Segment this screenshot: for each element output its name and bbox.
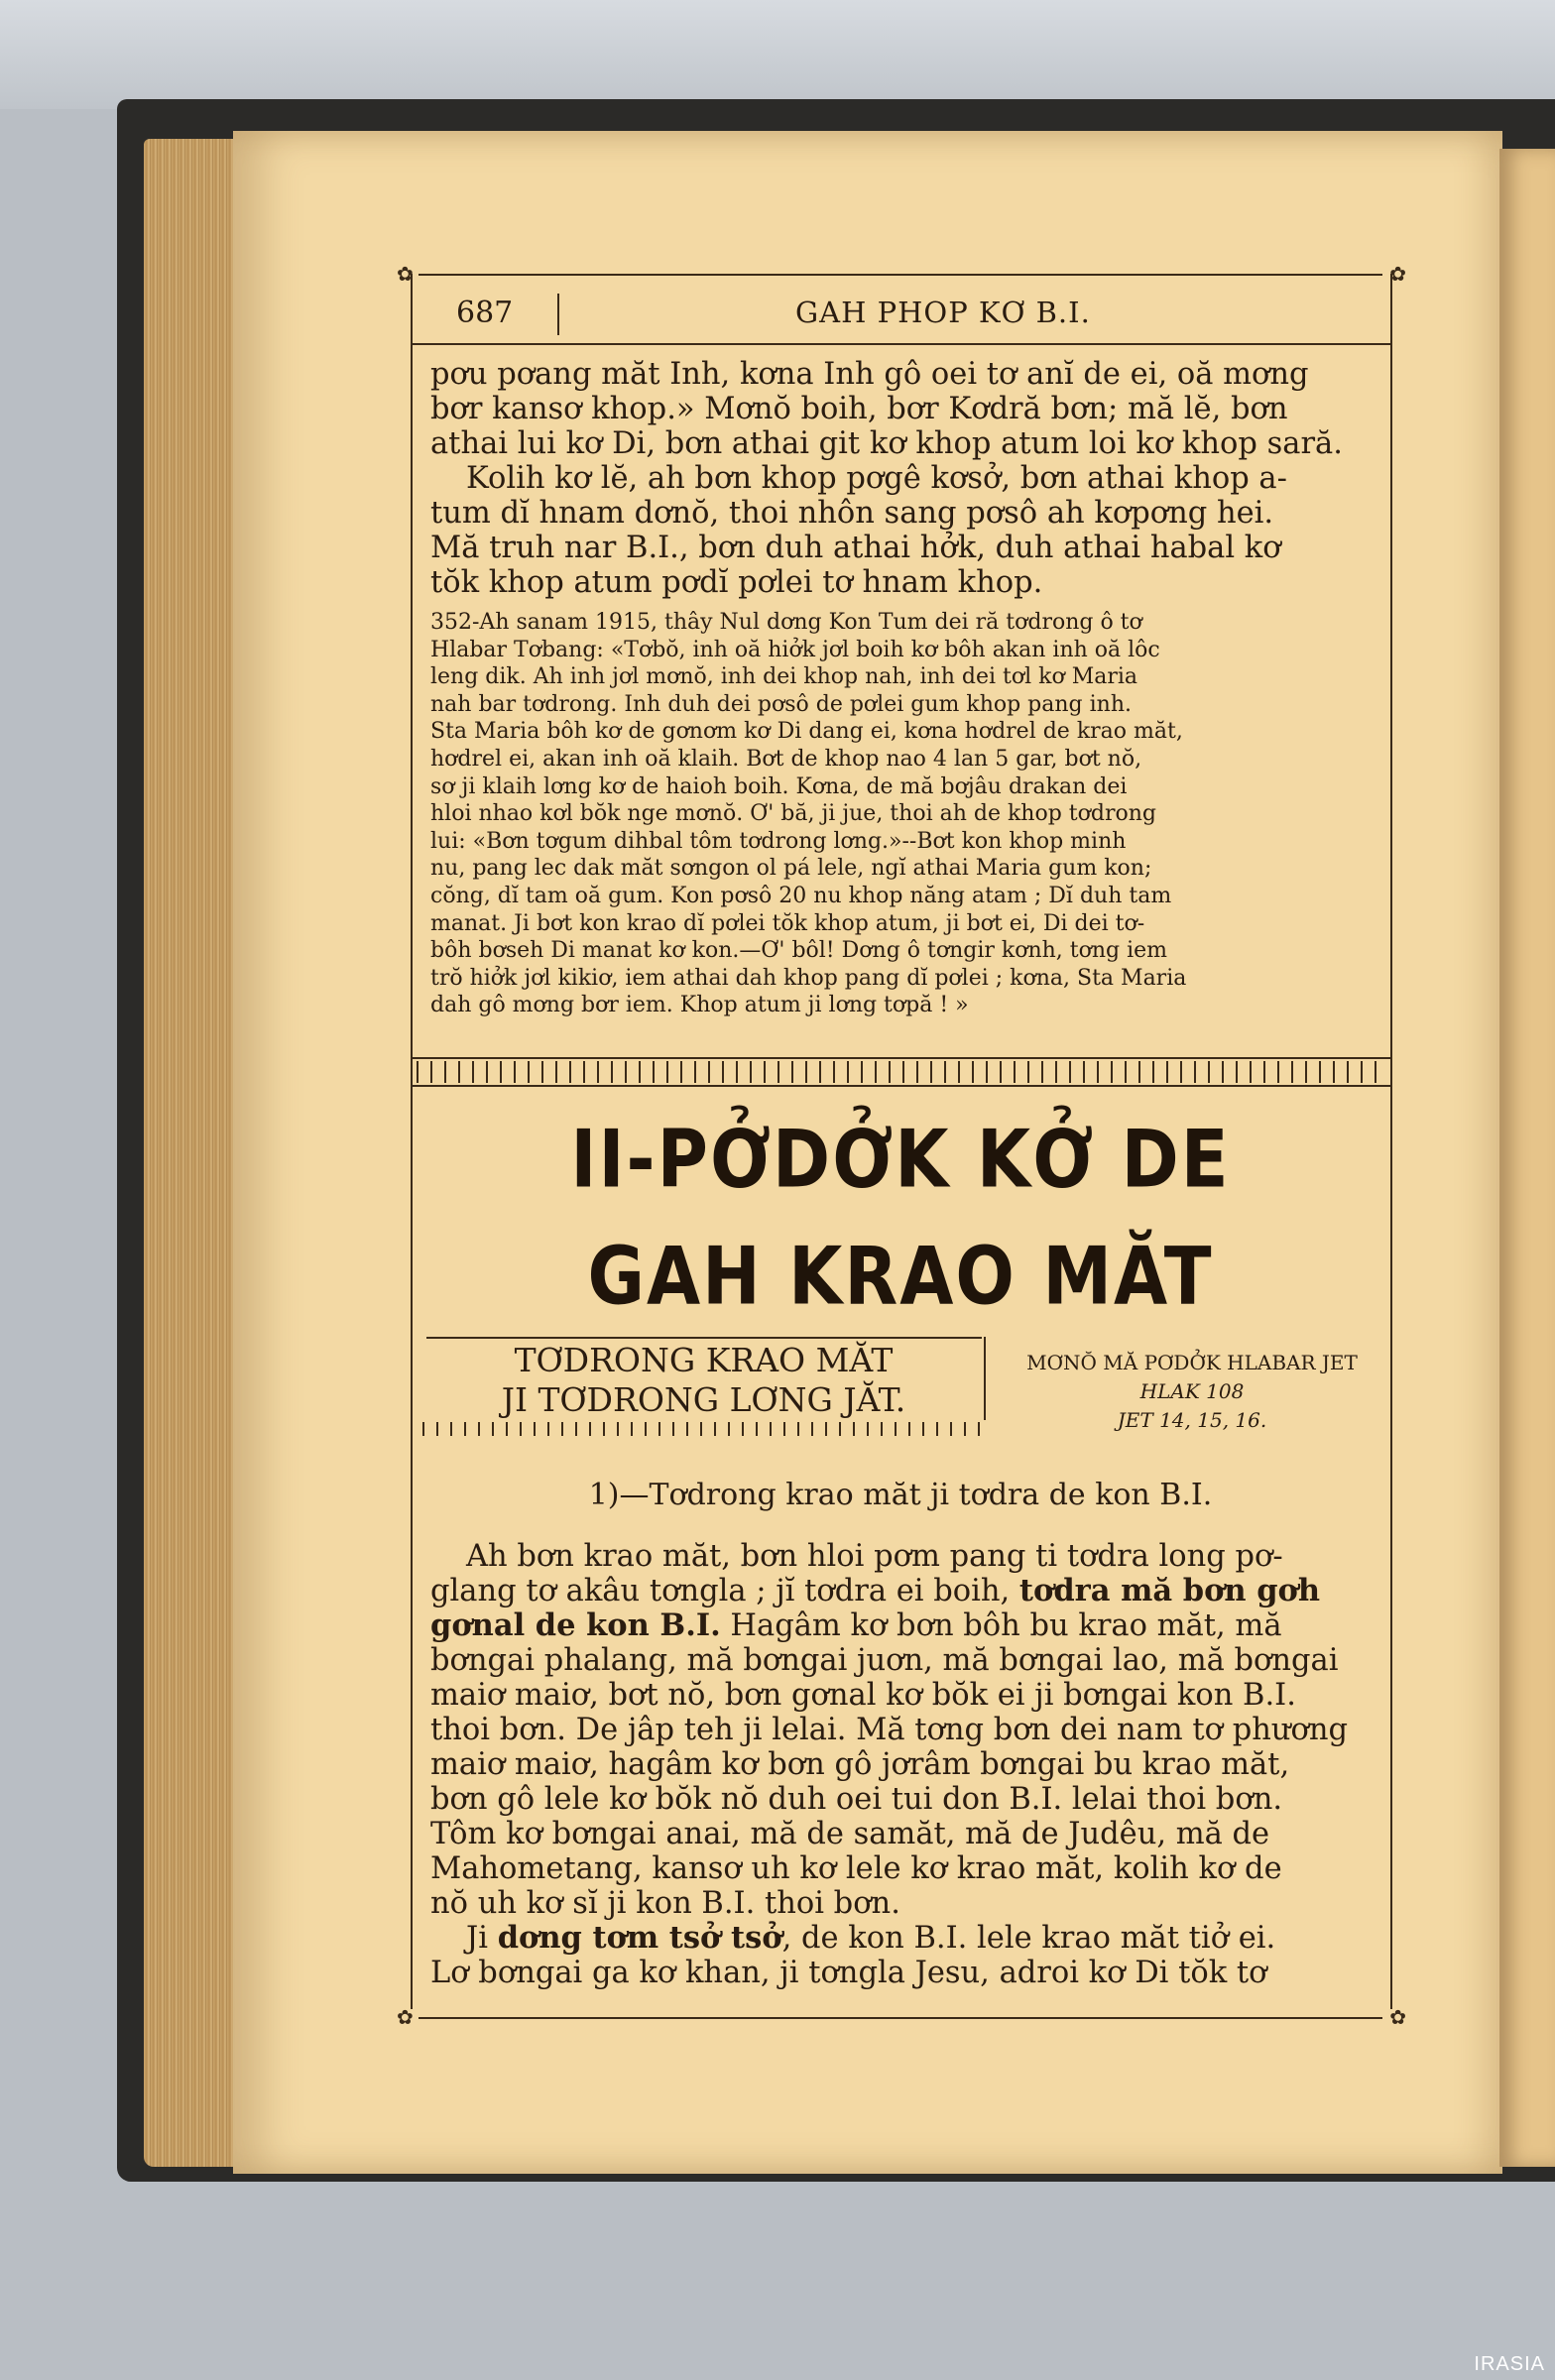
page-number: 687 [456,296,514,330]
ornamental-band [417,1061,1388,1083]
running-title: GAH PHOP KƠ B.I. [795,296,1091,329]
corner-ornament-icon: ✿ [1389,2005,1406,2029]
background [0,0,1555,109]
section-heading: 1)—Tơdrong krao măt ji tơdra de kon B.I. [588,1478,1213,1512]
watermark: IRASIA [1474,2353,1545,2375]
page-edges [144,139,243,2167]
body-text: Ah bơn krao măt, bơn hloi pơm pang ti tơdra long pơ- glang tơ akâu tơngla ; jĭ tơdra ei boih, tơdra mă bơn gơh gơnal de kon B.I. Hagâm kơ bơn bôh bu krao măt, mă bơngai phalang, mă bơngai juơn, mă bơngai lao, mă bơngai maiơ maiơ, bơt nŏ, bơn gơnal kơ bŏk ei ji bơngai kon B.I. thoi bơn. De jâp teh ji lelai. Mă tơng bơn dei nam tơ phương maiơ maiơ, hagâm kơ bơn gô jơrâm bơngai bu krao măt, bơn gô lele kơ bŏk nŏ duh oei tui don B.I. lelai thoi bơn. Tôm kơ bơngai anai, mă de samăt, mă de Judêu, mă de Mahometang, kansơ uh kơ lele kơ krao măt, kolih kơ de nŏ uh kơ sĭ ji kon B.I. thoi bơn. Ji dơng tơm tsở tsở, de kon B.I. lele krao măt tiở ei. Lơ bơngai ga kơ khan, ji tơngla Jesu, adroi kơ Di tŏk tơ [430,1539,1349,1990]
chapter-title-line1: II-PỞDỞK KỞ DE [570,1112,1231,1207]
top-paragraph: pơu pơang măt Inh, kơna Inh gô oei tơ anĭ de ei, oă mơng bơr kansơ khop.» Mơnŏ boih, bơr Kơdră bơn; mă lĕ, bơn athai lui kơ Di, bơn athai git kơ khop atum loi kơ khop sară. Kolih kơ lĕ, ah bơn khop pơgê kơsở, bơn athai khop a- tum dĭ hnam dơnŏ, thoi nhôn sang pơsô ah kơpơng hei. Mă truh nar B.I., bơn duh athai hởk, duh athai habal kơ tŏk khop atum pơdĭ pơlei tơ hnam khop. [430,357,1343,600]
reference: MƠNŎ MĂ PƠDỞK HLABAR JET HLAK 108 JET 14, 15, 16. [1026,1351,1358,1432]
box-title: TƠDRONG KRAO MĂT JI TƠDRONG LƠNG JĂT. [501,1341,906,1419]
page-frame [397,262,1406,2029]
box-underline-band [422,1422,984,1436]
corner-ornament-icon: ✿ [1389,262,1406,286]
next-page-edge [1499,149,1555,2167]
corner-ornament-icon: ✿ [397,2005,414,2029]
chapter-title-line2: GAH KRAO MĂT [587,1229,1214,1324]
corner-ornament-icon: ✿ [397,262,414,286]
story-352: 352-Ah sanam 1915, thây Nul dơng Kon Tum dei ră tơdrong ô tơ Hlabar Tơbang: «Tơbŏ, inh oă hiởk jơl boih kơ bôh akan inh oă lôc leng dik. Ah inh jơl mơnŏ, inh dei khop nah, inh dei tơl kơ Maria nah bar tơdrong. Inh duh dei pơsô de pơlei gum khop pang inh. Sta Maria bôh kơ de gơnơm kơ Di dang ei, kơna hơdrel de krao măt, hơdrel ei, akan inh oă klaih. Bơt de khop nao 4 lan 5 gar, bơt nŏ, sơ ji klaih lơng kơ de haioh boih. Kơna, de mă bơjâu drakan dei hloi nhao kơl bŏk nge mơnŏ. Ơ' bă, ji jue, thoi ah de khop tơdrong lui: «Bơn tơgum dihbal tôm tơdrong lơng.»--Bơt kon khop minh nu, pang lec dak măt sơngon ol pá lele, ngĭ athai Maria gum kon; cŏng, dĭ tam oă gum. Kon pơsô 20 nu khop năng atam ; Dĭ duh tam manat. Ji bơt kon krao dĭ pơlei tŏk khop atum, ji bơt ei, Di dei tơ- bôh bơseh Di manat kơ kon.—Ơ' bôl! Dơng ô tơngir kơnh, tơng iem trŏ hiởk jơl kikiơ, iem athai dah khop pang dĭ pơlei ; kơna, Sta Maria dah gô mơng bơr iem. Khop atum ji lơng tơpă ! » [430,610,1187,1018]
